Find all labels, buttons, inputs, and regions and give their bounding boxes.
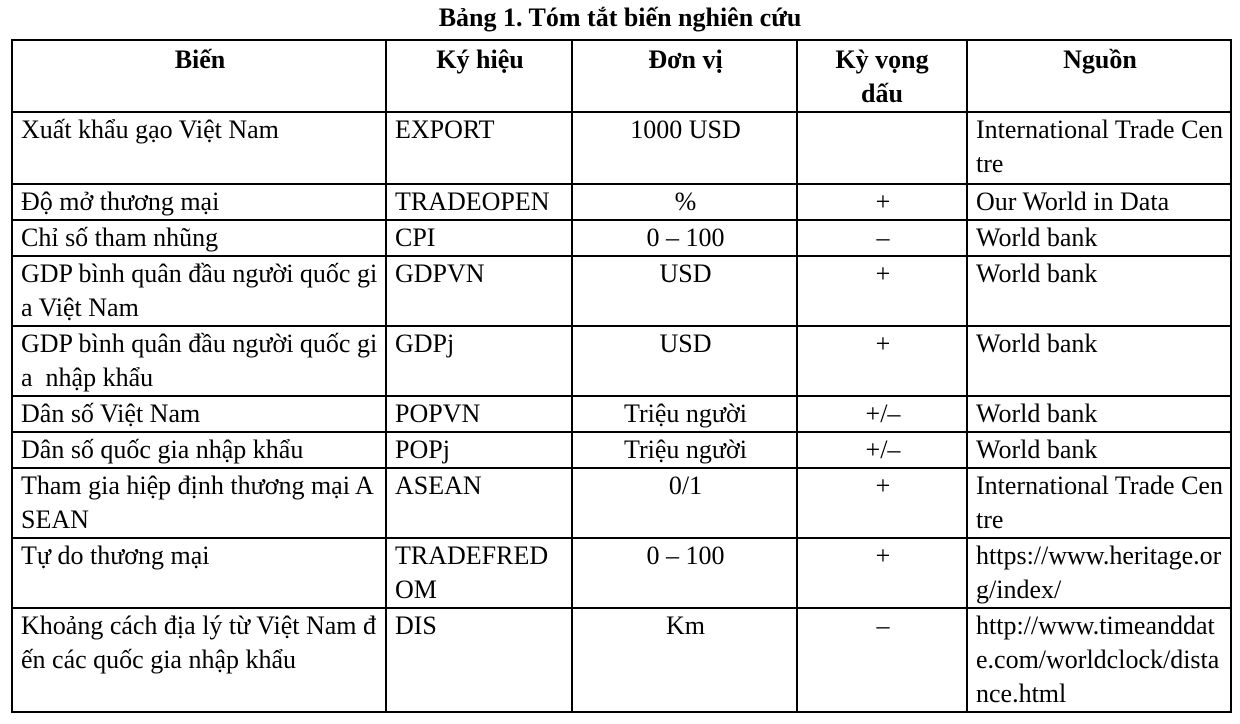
- cell-unit: 0 – 100: [572, 220, 797, 256]
- cell-expected-sign: –: [797, 220, 967, 256]
- cell-symbol: EXPORT: [386, 112, 572, 184]
- cell-variable: Chỉ số tham nhũng: [12, 220, 386, 256]
- cell-source: World bank: [967, 432, 1231, 468]
- cell-unit: USD: [572, 326, 797, 396]
- cell-unit: 1000 USD: [572, 112, 797, 184]
- cell-variable: Dân số Việt Nam: [12, 396, 386, 432]
- cell-source: World bank: [967, 396, 1231, 432]
- cell-symbol: GDPj: [386, 326, 572, 396]
- cell-symbol: POPVN: [386, 396, 572, 432]
- header-source: Nguồn: [967, 40, 1231, 112]
- cell-source: World bank: [967, 256, 1231, 326]
- cell-unit: 0 – 100: [572, 538, 797, 608]
- table-row: [12, 112, 1231, 184]
- table-body: [12, 112, 1231, 712]
- cell-source: Our World in Data: [967, 184, 1231, 220]
- table-caption: Bảng 1. Tóm tắt biến nghiên cứu: [438, 3, 802, 32]
- table-row: [12, 184, 1231, 220]
- header-expected-sign: Kỳ vọng dấu: [797, 40, 967, 112]
- cell-symbol: TRADEFREDOM: [386, 538, 572, 608]
- cell-source: World bank: [967, 326, 1231, 396]
- cell-expected-sign: [797, 112, 967, 184]
- cell-variable: Xuất khẩu gạo Việt Nam: [12, 112, 386, 184]
- cell-unit: Triệu người: [572, 432, 797, 468]
- cell-symbol: POPj: [386, 432, 572, 468]
- variables-summary-table: [11, 39, 1232, 713]
- cell-variable: Tham gia hiệp định thương mại ASEAN: [12, 468, 386, 538]
- cell-source: World bank: [967, 220, 1231, 256]
- table-row: [12, 396, 1231, 432]
- cell-symbol: CPI: [386, 220, 572, 256]
- cell-symbol: GDPVN: [386, 256, 572, 326]
- table-row: [12, 326, 1231, 396]
- cell-expected-sign: +: [797, 538, 967, 608]
- cell-variable: Dân số quốc gia nhập khẩu: [12, 432, 386, 468]
- cell-source: http://www.timeanddate.com/worldclock/distance.html: [967, 608, 1231, 712]
- cell-unit: %: [572, 184, 797, 220]
- cell-source: https://www.heritage.org/index/: [967, 538, 1231, 608]
- cell-unit: Km: [572, 608, 797, 712]
- cell-expected-sign: +/–: [797, 432, 967, 468]
- cell-expected-sign: –: [797, 608, 967, 712]
- table-row: [12, 256, 1231, 326]
- table-header: [12, 40, 1231, 112]
- cell-symbol: TRADEOPEN: [386, 184, 572, 220]
- cell-expected-sign: +: [797, 256, 967, 326]
- header-symbol: Ký hiệu: [386, 40, 572, 112]
- cell-variable: Khoảng cách địa lý từ Việt Nam đến các quốc gia nhập khẩu: [12, 608, 386, 712]
- cell-symbol: DIS: [386, 608, 572, 712]
- cell-variable: GDP bình quân đầu người quốc gia nhập khẩu: [12, 326, 386, 396]
- cell-variable: GDP bình quân đầu người quốc gia Việt Nam: [12, 256, 386, 326]
- cell-symbol: ASEAN: [386, 468, 572, 538]
- cell-source: International Trade Centre: [967, 468, 1231, 538]
- cell-variable: Tự do thương mại: [12, 538, 386, 608]
- cell-source: International Trade Centre: [967, 112, 1231, 184]
- table-row: [12, 538, 1231, 608]
- header-row: [12, 40, 1231, 112]
- table-row: [12, 432, 1231, 468]
- table-row: [12, 608, 1231, 712]
- cell-variable: Độ mở thương mại: [12, 184, 386, 220]
- cell-unit: Triệu người: [572, 396, 797, 432]
- header-unit: Đơn vị: [572, 40, 797, 112]
- header-variable: Biến: [12, 40, 386, 112]
- cell-expected-sign: +: [797, 184, 967, 220]
- cell-expected-sign: +: [797, 468, 967, 538]
- cell-expected-sign: +/–: [797, 396, 967, 432]
- cell-unit: 0/1: [572, 468, 797, 538]
- cell-expected-sign: +: [797, 326, 967, 396]
- cell-unit: USD: [572, 256, 797, 326]
- table-row: [12, 220, 1231, 256]
- table-row: [12, 468, 1231, 538]
